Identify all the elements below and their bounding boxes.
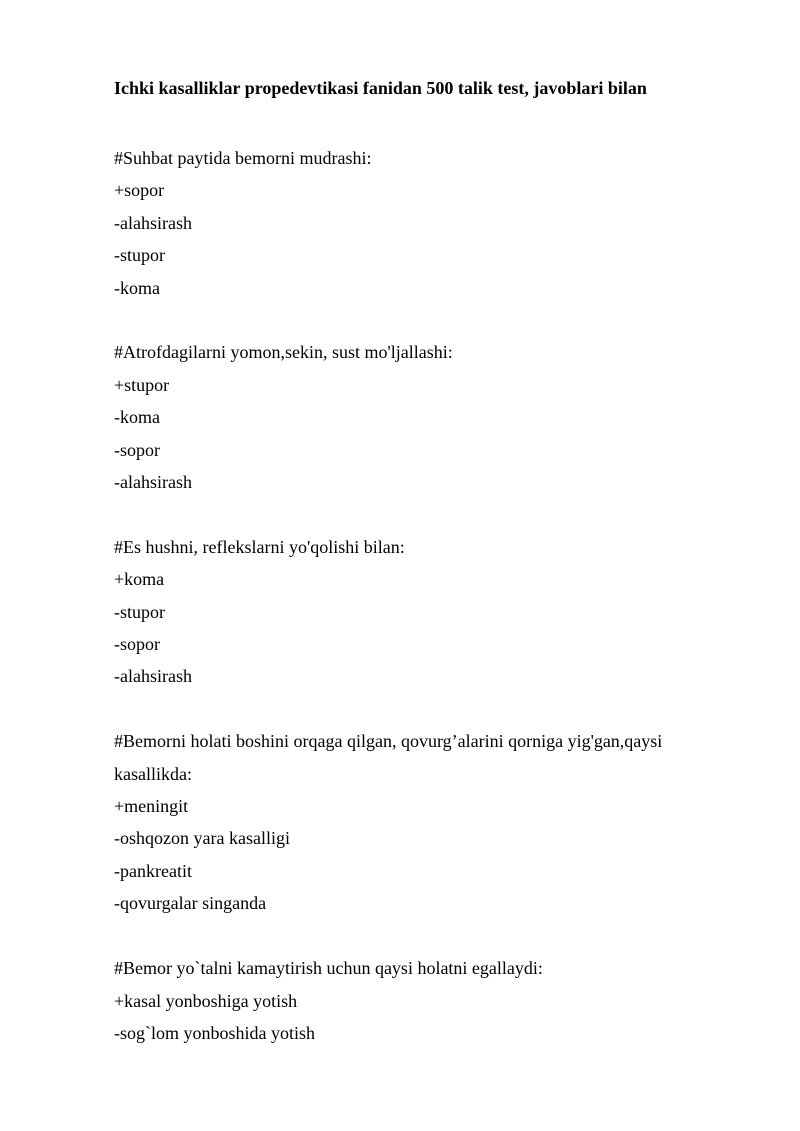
answer-option: +kasal yonboshiga yotish [114, 990, 298, 1011]
question-gap [114, 693, 714, 725]
answer-option: -sopor [114, 634, 160, 655]
answer-option: -stupor [114, 601, 165, 622]
answer-option: -qovurgalar singanda [114, 893, 267, 914]
answer-option: -sopor [114, 439, 160, 460]
question-block-1 [114, 142, 714, 304]
answer-option: -alahsirash [114, 472, 192, 493]
answer-option: -sog`lom yonboshida yotish [114, 1022, 315, 1043]
question-text: #Suhbat paytida bemorni mudrashi: [114, 148, 372, 168]
answer-option: +stupor [114, 374, 170, 395]
question-block-3 [114, 531, 714, 693]
answer-option: -koma [114, 277, 160, 298]
document-title: Ichki kasalliklar propedevtikasi fanidan 500 talik test, javoblari bilan [114, 78, 647, 98]
document-page [114, 76, 714, 1049]
question-text: #Bemorni holati boshini orqaga qilgan, qovurg’alarini qorniga yig'gan,qaysi kasallikda: [114, 731, 663, 784]
question-text: #Atrofdagilarni yomon,sekin, sust mo'ljallashi: [114, 342, 453, 363]
question-gap [114, 304, 714, 336]
title-spacer [114, 100, 714, 142]
question-gap [114, 920, 714, 952]
question-block-2 [114, 336, 714, 498]
question-text: #Es hushni, reflekslarni yo'qolishi bilan: [114, 536, 405, 557]
answer-option: -koma [114, 407, 160, 428]
answer-option: +koma [114, 569, 165, 590]
answer-option: -stupor [114, 245, 165, 266]
answer-option: -oshqozon yara kasalligi [114, 828, 290, 849]
answer-option: -pankreatit [114, 860, 192, 881]
answer-option: -alahsirash [114, 212, 192, 233]
answer-option: -alahsirash [114, 666, 192, 687]
answer-option: +meningit [114, 796, 189, 817]
question-gap [114, 498, 714, 530]
question-block-4 [114, 725, 714, 919]
question-block-5 [114, 952, 714, 1049]
question-text: #Bemor yo`talni kamaytirish uchun qaysi holatni egallaydi: [114, 958, 543, 979]
answer-option: +sopor [114, 180, 165, 201]
